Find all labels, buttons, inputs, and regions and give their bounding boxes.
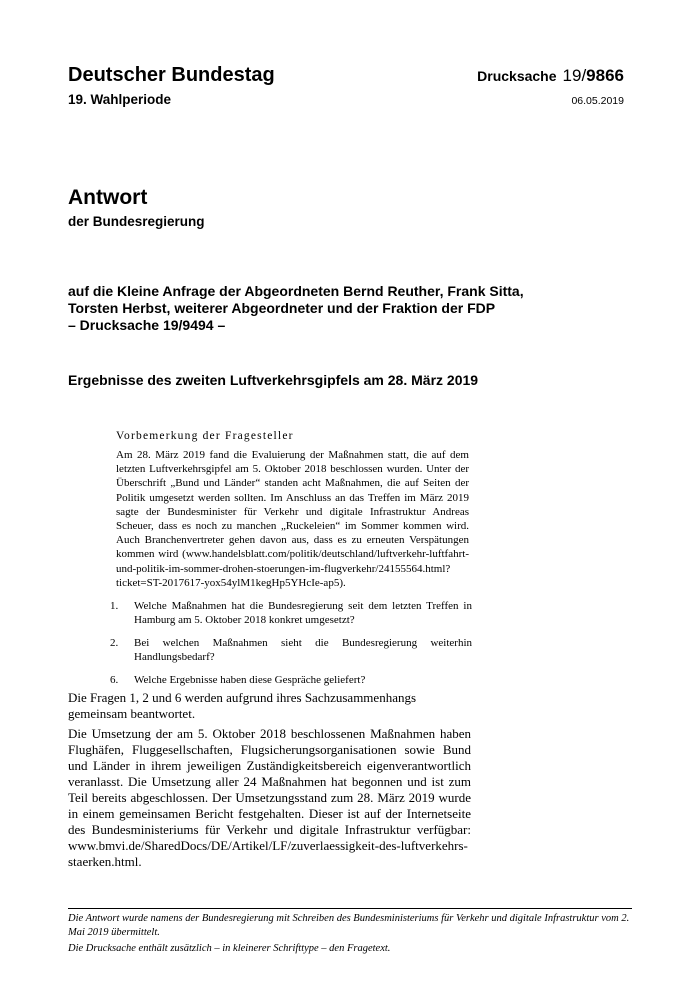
footnote: Die Antwort wurde namens der Bundesregierung mit Schreiben des Bundesministeriums für Verkehr und digitale Infrastruktur vom 2. Mai 2019 übermittelt. [68,913,630,938]
legislative-period: 19. Wahlperiode [68,92,172,107]
answer-paragraph: Die Umsetzung der am 5. Oktober 2018 beschlossenen Maßnahmen haben Flughäfen, Fluggesellschaften, Flugsicherungsorganisationen sowie Bund und Länder in ihrem jeweiligen Zuständigkeitsbereich eigenverantwortlich veranlasst. Die Umsetzung aller 24 Maßnahmen hat begonnen und ist zum Teil bereits abgeschlossen. Der Umsetzungsstand zum 28. März 2019 wurde in einem gemeinsamen Bericht festgehalten. Dieser ist auf der Internetseite des Bundesministeriums für Verkehr und digitale Infrastruktur verfügbar: www.bmvi.de/SharedDocs/DE/Artikel/LF/zuverlaessigkeit-des-luftverkehrs-staerken.html. [68,726,471,869]
footnote: Die Drucksache enthält zusätzlich – in kleinerer Schrifttype – den Fragetext. [68,943,391,954]
question-number: 1. [110,600,119,612]
question-number: 2. [110,637,119,649]
page-subtitle: der Bundesregierung [68,214,205,229]
drucksache-number-prefix: 19/ [562,66,587,85]
question-item [110,673,472,687]
vorbemerkung-heading: Vorbemerkung der Fragesteller [116,430,294,442]
drucksache-number-main: 9866 [586,66,624,85]
question-number: 6. [110,674,119,686]
footnote-divider [68,908,632,909]
question-item [110,599,472,627]
page-title: Antwort [68,186,148,209]
document-date: 06.05.2019 [571,95,624,107]
question-text: Welche Maßnahmen hat die Bundesregierung seit dem letzten Treffen in Hamburg am 5. Oktober 2018 konkret umgesetzt? [134,600,472,627]
question-text: Bei welchen Maßnahmen sieht die Bundesregierung weiterhin Handlungsbedarf? [134,637,472,664]
answer-paragraph: Die Fragen 1, 2 und 6 werden aufgrund ihres Sachzusammenhangs gemeinsam beantwortet. [68,690,417,721]
anfrage-line: – Drucksache 19/9494 – [68,317,226,333]
institution-name: Deutscher Bundestag [68,64,275,86]
anfrage-line: Torsten Herbst, weiterer Abgeordneter und der Fraktion der FDP [68,300,496,316]
anfrage-block [68,283,558,334]
anfrage-line: auf die Kleine Anfrage der Abgeordneten Bernd Reuther, Frank Sitta, [68,283,524,299]
vorbemerkung-text: Am 28. März 2019 fand die Evaluierung der Maßnahmen statt, die auf dem letzten Luftverkehrsgipfel am 5. Oktober 2018 beschlossen wurden. Unter der Überschrift „Bund und Länder“ standen acht Maßnahmen, die auf Seiten der Politik umgesetzt werden sollten. Im Anschluss an das Treffen im März 2019 sagte der Bundesminister für Verkehr und digitale Infrastruktur Andreas Scheuer, dass es noch zu manchen „Ruckeleien“ im Sommer kommen wird. Auch Branchenvertreter gehen davon aus, dass es zu erneuten Verspätungen kommen wird (www.handelsblatt.com/politik/deutschland/luftverkehr-luftfahrt-und-politik-im-sommer-drohen-stoerungen-im-flugverkehr/24155564.html?ticket=ST-2017617-yox54ylM1kegHp5YHcIe-ap5). [116,449,469,589]
drucksache-reference [477,66,624,86]
drucksache-label: Drucksache [477,68,557,84]
question-text: Welche Ergebnisse haben diese Gespräche geliefert? [134,674,366,686]
question-item [110,636,472,664]
topic-heading: Ergebnisse des zweiten Luftverkehrsgipfels am 28. März 2019 [68,372,479,388]
